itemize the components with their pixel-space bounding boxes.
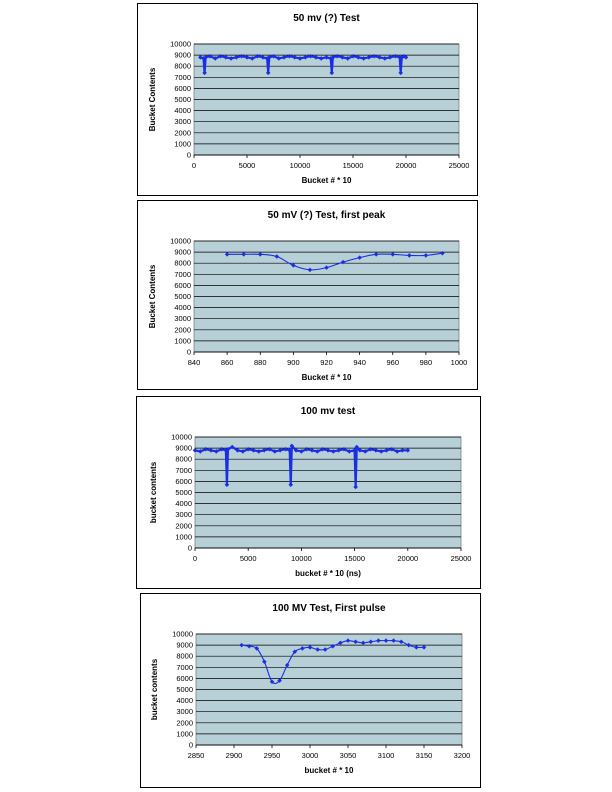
y-tick-label: 0	[186, 150, 191, 160]
y-tick-label: 4000	[174, 106, 191, 116]
y-tick-label: 4000	[174, 303, 191, 313]
y-tick-label: 4000	[175, 499, 192, 509]
y-tick-label: 1000	[175, 532, 192, 542]
x-axis-label: Bucket # * 10	[301, 373, 352, 382]
y-tick-label: 5000	[176, 685, 193, 694]
y-tick-label: 10000	[172, 629, 193, 639]
y-axis-label: bucket contents	[150, 658, 159, 721]
x-tick-label: 10000	[289, 161, 311, 170]
y-tick-label: 1000	[174, 139, 191, 149]
y-tick-label: 6000	[176, 673, 193, 683]
x-tick-label: 2950	[263, 751, 281, 760]
x-tick-label: 15000	[344, 554, 366, 563]
y-tick-label: 2000	[174, 128, 191, 138]
chart-4-svg	[141, 594, 482, 789]
y-tick-label: 4000	[176, 696, 193, 706]
chart-panel-4	[140, 593, 481, 788]
x-tick-label: 2900	[225, 751, 243, 760]
x-tick-label: 20000	[397, 554, 419, 563]
y-tick-label: 9000	[175, 443, 192, 453]
x-axis-label: Bucket # * 10	[301, 176, 352, 185]
x-tick-label: 15000	[342, 161, 364, 170]
x-tick-label: 1000	[450, 358, 468, 367]
x-tick-label: 25000	[450, 554, 472, 563]
chart-2-svg	[138, 201, 479, 391]
x-axis-label: bucket # * 10	[304, 766, 354, 775]
chart-3-svg	[137, 397, 482, 590]
y-tick-label: 10000	[170, 39, 191, 49]
y-tick-label: 8000	[174, 61, 191, 71]
x-tick-label: 3000	[301, 751, 319, 760]
x-axis-label: bucket # * 10 (ns)	[295, 569, 361, 578]
x-tick-label: 980	[419, 358, 433, 367]
y-tick-label: 6000	[175, 476, 192, 486]
y-tick-label: 2000	[176, 718, 193, 728]
y-tick-label: 7000	[175, 465, 192, 475]
y-axis-label: Bucket Contents	[148, 264, 157, 329]
x-tick-label: 5000	[238, 161, 256, 170]
y-tick-label: 0	[186, 347, 191, 357]
y-tick-label: 1000	[176, 729, 193, 739]
y-tick-label: 5000	[174, 95, 191, 104]
x-tick-label: 3100	[377, 751, 395, 760]
y-tick-label: 3000	[175, 510, 192, 520]
x-tick-label: 0	[192, 554, 198, 563]
x-tick-label: 5000	[239, 554, 257, 563]
chart-panel-2	[137, 200, 478, 390]
x-tick-label: 25000	[448, 161, 470, 170]
y-tick-label: 8000	[175, 454, 192, 464]
x-tick-label: 20000	[395, 161, 417, 170]
y-tick-label: 7000	[174, 269, 191, 279]
x-tick-label: 880	[253, 358, 267, 367]
y-tick-label: 2000	[175, 521, 192, 531]
chart-1-svg	[138, 4, 479, 197]
y-tick-label: 3000	[176, 707, 193, 717]
x-tick-label: 960	[386, 358, 400, 367]
y-tick-label: 0	[187, 543, 192, 553]
y-tick-label: 5000	[174, 292, 191, 301]
y-axis-label: bucket contents	[149, 461, 158, 524]
x-tick-label: 2850	[187, 751, 205, 760]
y-tick-label: 10000	[170, 236, 191, 246]
y-tick-label: 10000	[171, 432, 192, 442]
chart-panel-3	[136, 396, 481, 589]
y-tick-label: 8000	[176, 651, 193, 661]
chart-title: 50 mv (?) Test	[293, 13, 360, 24]
x-tick-label: 0	[191, 161, 197, 170]
x-tick-label: 3200	[453, 751, 471, 760]
y-tick-label: 3000	[174, 314, 191, 324]
y-tick-label: 8000	[174, 258, 191, 268]
y-tick-label: 5000	[175, 488, 192, 497]
x-tick-label: 860	[220, 358, 234, 367]
y-tick-label: 9000	[176, 640, 193, 650]
x-tick-label: 3150	[415, 751, 433, 760]
y-tick-label: 7000	[174, 72, 191, 82]
chart-panel-1	[137, 3, 478, 196]
y-tick-label: 6000	[174, 280, 191, 290]
y-tick-label: 9000	[174, 247, 191, 257]
y-tick-label: 1000	[174, 336, 191, 346]
chart-title: 100 mv test	[300, 406, 356, 417]
x-tick-label: 840	[187, 358, 201, 367]
x-tick-label: 10000	[290, 554, 312, 563]
y-tick-label: 7000	[176, 662, 193, 672]
y-tick-label: 2000	[174, 325, 191, 335]
x-tick-label: 900	[287, 358, 300, 367]
x-tick-label: 920	[320, 358, 333, 367]
y-tick-label: 3000	[174, 117, 191, 127]
y-tick-label: 9000	[174, 50, 191, 60]
y-tick-label: 0	[188, 740, 193, 750]
y-tick-label: 6000	[174, 83, 191, 93]
x-tick-label: 3050	[339, 751, 357, 760]
chart-title: 100 MV Test, First pulse	[272, 603, 386, 614]
chart-title: 50 mV (?) Test, first peak	[267, 210, 386, 221]
y-axis-label: Bucket Contents	[148, 67, 157, 132]
x-tick-label: 940	[353, 358, 366, 367]
